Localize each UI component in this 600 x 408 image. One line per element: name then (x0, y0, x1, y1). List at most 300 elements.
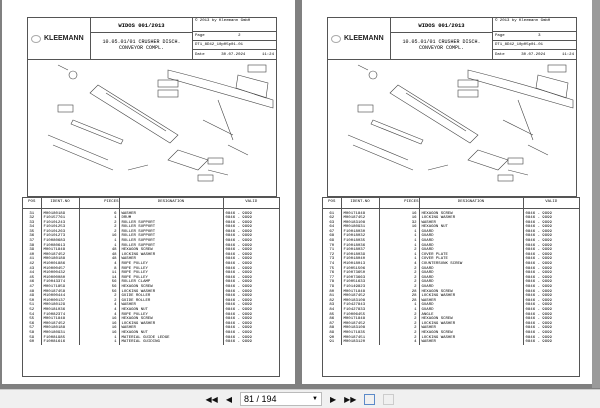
cell-pieces: 56 (79, 285, 119, 290)
first-page-icon[interactable]: ◀◀ (205, 394, 218, 404)
cell-ident-no: F10082374 (41, 313, 79, 318)
cell-ident-no: M10000432 (41, 271, 79, 276)
cell-ident-no: F10018040 (341, 257, 379, 262)
cell-pos: 85 (323, 313, 341, 318)
cell-pos: 49 (23, 294, 41, 299)
cell-pos: 35 (23, 230, 41, 235)
cell-valid: 0846 - 9999 (225, 266, 252, 271)
cell-valid: 0846 - 9999 (225, 303, 252, 308)
cell-pieces: 1 (379, 234, 419, 239)
diagram-frame (327, 60, 577, 197)
cell-valid: 0846 - 9999 (525, 326, 552, 331)
cell-valid: 0846 - 9999 (225, 239, 252, 244)
cell-pieces: 2 (379, 313, 419, 318)
cell-valid: 0846 - 9999 (525, 335, 552, 340)
cell-valid: 0846 - 9999 (525, 321, 552, 326)
cell-ident-no: M10000457 (41, 267, 79, 272)
cell-pos: 56 (23, 322, 41, 327)
cell-ident-no: F10018030 (341, 230, 379, 235)
cell-pos: 80 (323, 290, 341, 295)
cell-valid: 0846 - 9999 (225, 271, 252, 276)
cell-designation: GUARD (419, 234, 523, 239)
cell-pos: 50 (23, 299, 41, 304)
cell-pieces: 2 (79, 294, 119, 299)
cell-ident-no: M00171848 (341, 290, 379, 295)
cell-designation: ROLLER SUPPORT (119, 239, 223, 244)
column-header: VALID (223, 198, 279, 208)
cell-ident-no: M10018013 (341, 262, 379, 267)
cell-valid: 0846 - 9999 (525, 262, 552, 267)
cell-ident-no: M00171835 (341, 331, 379, 336)
cell-valid: 0846 - 9999 (525, 225, 552, 230)
cell-ident-no: F10051633 (341, 280, 379, 285)
cell-ident-no: M00180931 (41, 331, 79, 336)
cell-designation: HEXAGON NUT (119, 308, 223, 313)
cell-ident-no: M00180188 (41, 257, 79, 262)
pdf-page (302, 0, 595, 384)
cell-designation: LOCKING WASHER (119, 290, 223, 295)
cell-valid: 0846 - 9999 (525, 307, 552, 312)
pdf-navigation-toolbar (0, 389, 600, 408)
cell-pieces: 1 (379, 303, 419, 308)
cell-pos: 37 (23, 239, 41, 244)
cell-pieces: 2 (379, 322, 419, 327)
table-row (23, 340, 279, 345)
cell-pieces: 1 (79, 216, 119, 221)
cell-pos: 81 (323, 294, 341, 299)
cell-pieces: 16 (79, 331, 119, 336)
cell-pieces: 1 (79, 340, 119, 345)
cell-designation: HEXAGON SCREW (119, 285, 223, 290)
cell-designation: COVER PLATE (419, 253, 523, 258)
cell-designation: LOCKING WASHER (419, 216, 523, 221)
cell-pieces: 1 (379, 230, 419, 235)
cell-ident-no: F10427843 (341, 303, 379, 308)
parts-table (322, 197, 580, 377)
cell-pieces: 56 (79, 280, 119, 285)
cell-pos: 40 (23, 253, 41, 258)
cell-pos: 42 (23, 262, 41, 267)
cell-designation: COUNTERSUNK SCREW (419, 262, 523, 267)
cell-pos: 77 (323, 276, 341, 281)
cell-valid: 0846 - 9999 (225, 312, 252, 317)
cell-pieces: 2 (79, 221, 119, 226)
cell-designation: GUARD (419, 239, 523, 244)
cell-ident-no: M10000137 (41, 299, 79, 304)
cell-pieces: 28 (379, 290, 419, 295)
cell-valid: 0846 - 9999 (525, 271, 552, 276)
cell-ident-no: M00180129 (41, 303, 79, 308)
diagram-frame (27, 60, 277, 197)
cell-pos: 36 (23, 234, 41, 239)
cell-valid: 0846 - 9999 (525, 216, 552, 221)
cell-valid: 0846 - 9999 (225, 321, 252, 326)
cell-pieces: 2 (379, 317, 419, 322)
column-header: POS (23, 198, 41, 208)
cell-pos: 79 (323, 285, 341, 290)
cell-pos: 57 (23, 326, 41, 331)
date-label: Date (495, 52, 505, 57)
column-header: VALID (523, 198, 579, 208)
cell-pos: 67 (323, 230, 341, 235)
cell-designation: WASHER (119, 257, 223, 262)
page-header (27, 17, 277, 60)
cell-pos: 83 (323, 303, 341, 308)
catalog-title: WIDOS 001/2013 (391, 18, 492, 33)
cell-valid: 0846 - 9999 (225, 257, 252, 262)
cell-designation: WASHER (119, 303, 223, 308)
document-id: DT1_8D42_10p05p01-01 (195, 43, 244, 47)
cell-valid: 0846 - 9999 (525, 243, 552, 248)
cell-designation: WASHER (419, 299, 523, 304)
cell-pos: 48 (23, 290, 41, 295)
cell-pos: 47 (23, 285, 41, 290)
cell-designation: GUARD (419, 285, 523, 290)
cell-pieces: 4 (379, 262, 419, 267)
cell-pieces: 2 (379, 267, 419, 272)
cell-ident-no: F10081985 (41, 336, 79, 341)
cell-pieces: 2 (379, 326, 419, 331)
cell-pieces: 1 (79, 336, 119, 341)
cell-pos: 59 (23, 336, 41, 341)
cell-valid: 0846 - 9999 (225, 330, 252, 335)
cell-pieces: 2 (379, 276, 419, 281)
cell-pieces: 32 (379, 221, 419, 226)
cell-designation: HEXAGON SCREW (419, 331, 523, 336)
cell-ident-no: M00181036 (41, 308, 79, 313)
cell-pieces: 16 (379, 225, 419, 230)
cell-pieces: 2 (379, 285, 419, 290)
column-header: DESIGNATION (119, 198, 223, 208)
cell-pos: 73 (323, 257, 341, 262)
document-id: DT1_8D42_10p05p01-01 (495, 43, 544, 47)
cell-ident-no: M00171848 (41, 317, 79, 322)
cell-ident-no: M00187451 (341, 336, 379, 341)
cell-ident-no: F10101263 (41, 230, 79, 235)
cell-designation: GUARD (419, 276, 523, 281)
cell-ident-no: F10043374 (41, 280, 79, 285)
cell-pieces: 16 (79, 322, 119, 327)
cell-valid: 0846 - 9999 (525, 294, 552, 299)
column-header: PIECES (79, 198, 119, 208)
cell-pieces: 2 (379, 248, 419, 253)
cell-designation: HEXAGON SCREW (119, 317, 223, 322)
cell-designation: GUIDE ROLLER (119, 299, 223, 304)
cell-designation: COVER PLATE (419, 257, 523, 262)
cell-ident-no: M10000080 (41, 276, 79, 281)
date: 30.07.2024 (221, 52, 246, 57)
cell-designation: WASHER (419, 221, 523, 226)
cell-pieces: 4 (79, 303, 119, 308)
cell-ident-no: M00171848 (341, 208, 379, 216)
cell-pieces: 16 (379, 216, 419, 221)
seal-icon (331, 35, 341, 43)
cell-pos: 90 (323, 336, 341, 341)
cell-pos: 41 (23, 257, 41, 262)
cell-valid: 0846 - 9999 (525, 257, 552, 262)
cell-valid: 0846 - 9999 (525, 330, 552, 335)
cell-valid: 0846 - 9999 (225, 225, 252, 230)
cell-ident-no: M00171848 (41, 248, 79, 253)
table-row (23, 208, 279, 216)
cell-pos: 70 (323, 244, 341, 249)
cell-designation: HEXAGON SCREW (419, 317, 523, 322)
cell-pos: 52 (23, 308, 41, 313)
cell-pieces: 2 (79, 299, 119, 304)
cell-ident-no: M00187458 (41, 290, 79, 295)
column-header: IDENT-NO (341, 198, 379, 208)
cell-ident-no: M00183108 (341, 326, 379, 331)
cell-designation: ROLLER SUPPORT (119, 230, 223, 235)
cell-valid: 0846 - 9999 (225, 326, 252, 331)
cell-designation: ROPE PULLEY (119, 271, 223, 276)
cell-pieces: 28 (379, 299, 419, 304)
cell-pos: 44 (23, 271, 41, 276)
cell-pos: 71 (323, 248, 341, 253)
brand-name: KLEEMANN (344, 35, 384, 42)
prev-page-icon[interactable]: ◀ (225, 394, 232, 404)
cell-pos: 78 (323, 280, 341, 285)
cell-pos: 88 (323, 326, 341, 331)
table-row (323, 340, 579, 345)
brand-name: KLEEMANN (44, 35, 84, 42)
cell-pos: 46 (23, 280, 41, 285)
table-row (323, 208, 579, 216)
cell-valid: 0846 - 9999 (225, 317, 252, 322)
date-label: Date (195, 52, 205, 57)
cell-valid: 0846 - 9999 (225, 275, 252, 280)
cell-designation: GUARD (419, 248, 523, 253)
cell-ident-no: F10018035 (341, 239, 379, 244)
table-row (323, 216, 579, 221)
cell-pieces: 1 (379, 257, 419, 262)
cell-designation: ROPE PULLEY (119, 267, 223, 272)
cell-pos: 43 (23, 267, 41, 272)
cell-pieces: 1 (79, 244, 119, 249)
cell-designation: GUARD (419, 230, 523, 235)
cell-ident-no: F10018039 (341, 253, 379, 258)
cell-pieces: 48 (79, 253, 119, 258)
cell-valid: 0846 - 9999 (525, 312, 552, 317)
cell-pieces: 11 (79, 271, 119, 276)
cell-ident-no: F10073663 (341, 276, 379, 281)
cell-valid: 0846 - 9999 (525, 289, 552, 294)
cell-ident-no: F10080683 (41, 239, 79, 244)
cell-designation: LOCKING WASHER (419, 294, 523, 299)
cell-pos: 87 (323, 322, 341, 327)
cell-pieces: 1 (379, 244, 419, 249)
cell-designation: HEXAGON SCREW (419, 290, 523, 295)
cell-pos: 63 (323, 221, 341, 226)
cell-valid: 0846 - 9999 (525, 239, 552, 244)
cell-pieces: 4 (379, 340, 419, 345)
cell-valid: 0846 - 9999 (225, 289, 252, 294)
cell-valid: 0846 - 9999 (225, 234, 252, 239)
cell-ident-no: M00187452 (341, 294, 379, 299)
cell-valid: 0846 - 9999 (225, 340, 252, 345)
cell-ident-no: M00180188 (41, 326, 79, 331)
cell-pieces: 2 (79, 225, 119, 230)
cell-valid: 0846 - 9999 (525, 317, 552, 322)
cell-ident-no: F10018037 (341, 248, 379, 253)
page-select[interactable] (240, 392, 322, 406)
cell-designation: WASHER (119, 326, 223, 331)
cell-pieces: 2 (379, 336, 419, 341)
exploded-parts-diagram (28, 60, 276, 195)
two-page-view-icon[interactable] (383, 394, 394, 405)
cell-pieces: 6 (79, 208, 119, 216)
table-row (323, 331, 579, 336)
cell-pos: 69 (323, 239, 341, 244)
cell-ident-no: M00183120 (341, 340, 379, 345)
cell-ident-no: F10427833 (341, 308, 379, 313)
cell-pos: 76 (323, 271, 341, 276)
cell-valid: 0846 - 9999 (225, 252, 252, 257)
column-header: DESIGNATION (419, 198, 523, 208)
cell-pos: 61 (323, 208, 341, 216)
cell-ident-no: F10006455 (341, 313, 379, 318)
cell-pos: 84 (323, 308, 341, 313)
cell-designation: GUARD (419, 280, 523, 285)
cell-valid: 0846 - 9999 (225, 335, 252, 340)
cell-valid: 0846 - 9999 (525, 248, 552, 253)
cell-pos: 91 (323, 340, 341, 345)
cell-designation: HEXAGON NUT (119, 331, 223, 336)
cell-designation: ROPE PULLEY (119, 276, 223, 281)
page-number: 2 (238, 34, 241, 38)
cell-ident-no: M00180189 (41, 208, 79, 216)
cell-designation: GUIDE ROLLER (119, 294, 223, 299)
cell-pos: 51 (23, 303, 41, 308)
cell-ident-no: F10080613 (41, 244, 79, 249)
cell-designation: ROPE PULLEY (119, 262, 223, 267)
cell-pos: 74 (323, 262, 341, 267)
cell-ident-no: F10018036 (341, 244, 379, 249)
cell-valid: 0846 - 9999 (525, 298, 552, 303)
date: 30.07.2024 (521, 52, 546, 57)
cell-ident-no: M00183108 (341, 221, 379, 226)
cell-pieces: 2 (379, 331, 419, 336)
cell-pos: 68 (323, 234, 341, 239)
cell-valid: 0846 - 9999 (525, 275, 552, 280)
cell-pieces: 28 (379, 294, 419, 299)
cell-pos: 62 (323, 216, 341, 221)
cell-pieces: 16 (79, 326, 119, 331)
cell-valid: 0846 - 9999 (225, 220, 252, 225)
cell-pieces: 16 (379, 208, 419, 216)
cell-pos: 32 (23, 216, 41, 221)
cell-valid: 0846 - 9999 (225, 211, 252, 216)
column-header: POS (323, 198, 341, 208)
cell-pieces: 8 (79, 267, 119, 272)
time: 11:24 (261, 52, 274, 57)
cell-designation: ROLLER SUPPORT (119, 225, 223, 230)
cell-ident-no: M00183108 (341, 299, 379, 304)
cell-designation: ROLLER SUPPORT (119, 234, 223, 239)
cell-ident-no: M00187452 (341, 322, 379, 327)
cell-pos: 86 (323, 317, 341, 322)
cell-ident-no: F10073650 (341, 271, 379, 276)
cell-designation: GUARD (419, 303, 523, 308)
cell-pos: 38 (23, 244, 41, 249)
cell-pieces: 2 (79, 230, 119, 235)
cell-valid: 0846 - 9999 (525, 303, 552, 308)
cell-pos: 75 (323, 267, 341, 272)
cell-valid: 0846 - 9999 (225, 307, 252, 312)
cell-designation: GUARD (419, 267, 523, 272)
cell-pieces: 4 (79, 262, 119, 267)
copyright: © 2013 by Kleemann GmbH (495, 19, 551, 23)
cell-ident-no: F10018032 (341, 234, 379, 239)
cell-pos: 55 (23, 317, 41, 322)
cell-ident-no: F10081616 (41, 340, 79, 345)
cell-ident-no: M00187452 (341, 216, 379, 221)
assembly-description: 10.05.01/01 CRUSHER DISCH. CONVEYOR COMPL. (402, 39, 481, 51)
time: 11:24 (561, 52, 574, 57)
assembly-description: 10.05.01/01 CRUSHER DISCH. CONVEYOR COMPL. (102, 39, 181, 51)
next-page-icon[interactable]: ▶ (330, 394, 337, 404)
cell-valid: 0846 - 9999 (225, 298, 252, 303)
cell-pieces: 48 (79, 257, 119, 262)
last-page-icon[interactable]: ▶▶ (344, 394, 357, 404)
cell-designation: ROPE PULLEY (119, 313, 223, 318)
cell-designation: GUARD (419, 271, 523, 276)
cell-designation: ROLLER SUPPORT (119, 244, 223, 249)
page-number: 3 (538, 34, 541, 38)
cell-designation: WASHER (419, 340, 523, 345)
cell-valid: 0846 - 9999 (225, 262, 252, 267)
cell-pieces: 16 (79, 317, 119, 322)
cell-valid: 0846 - 9999 (525, 211, 552, 216)
cell-pos: 89 (323, 331, 341, 336)
cell-ident-no: F10101243 (41, 221, 79, 226)
cell-valid: 0846 - 9999 (525, 266, 552, 271)
cell-valid: 0846 - 9999 (225, 216, 252, 221)
cell-valid: 0846 - 9999 (525, 229, 552, 234)
cell-designation: ANGLE (419, 313, 523, 318)
cell-pos: 39 (23, 248, 41, 253)
table-row (23, 285, 279, 290)
page-label: Page (495, 34, 505, 38)
brand-logo (328, 18, 391, 59)
cell-designation: MATERIAL GUIDE LEDGE (119, 336, 223, 341)
cell-designation: WASHER (419, 326, 523, 331)
cell-designation: GUARD (419, 308, 523, 313)
cell-pos: 58 (23, 331, 41, 336)
cell-pieces: 2 (379, 271, 419, 276)
cell-designation: MATERIAL GUIDING (119, 340, 223, 345)
vertical-scrollbar[interactable] (592, 0, 600, 388)
cell-designation: HEXAGON SCREW (119, 248, 223, 253)
cell-valid: 0846 - 9999 (525, 340, 552, 345)
column-header: PIECES (379, 198, 419, 208)
cell-designation: GUARD (419, 244, 523, 249)
cell-ident-no: M10000444 (41, 294, 79, 299)
cell-pos: 45 (23, 276, 41, 281)
single-page-view-icon[interactable] (364, 394, 375, 405)
cell-designation: ROLLER CLAMP (119, 280, 223, 285)
table-row (23, 239, 279, 244)
cell-valid: 0846 - 9999 (225, 243, 252, 248)
cell-valid: 0846 - 9999 (225, 229, 252, 234)
cell-designation: LOCKING WASHER (119, 253, 223, 258)
cell-ident-no: F10051506 (341, 267, 379, 272)
page-indicator: 81 / 194 (244, 394, 277, 404)
cell-valid: 0846 - 9999 (525, 220, 552, 225)
cell-designation: HEXAGON SCREW (419, 208, 523, 216)
cell-pieces: 1 (379, 239, 419, 244)
cell-ident-no: M00171859 (41, 285, 79, 290)
